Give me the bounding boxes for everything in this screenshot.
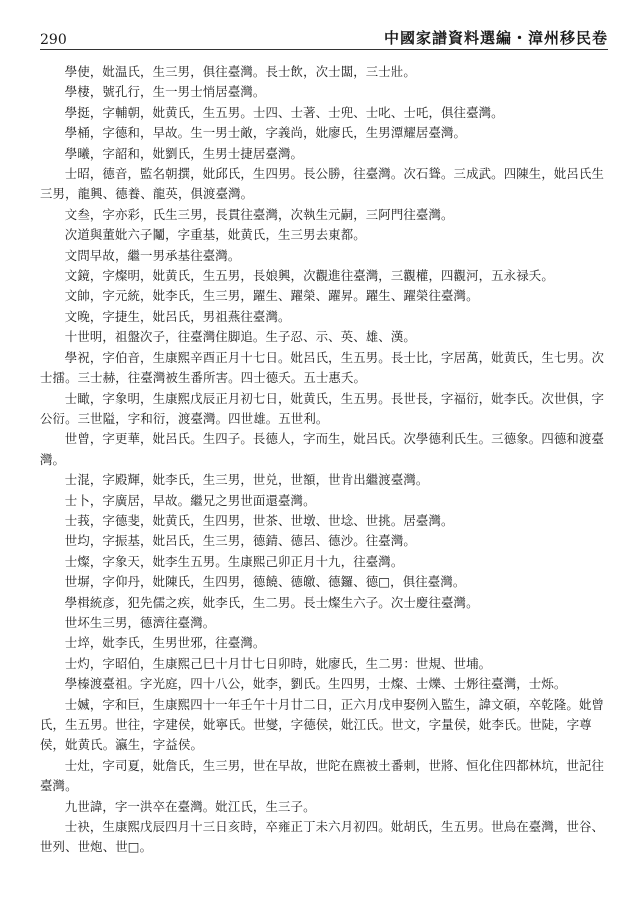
paragraph: 士昭，德音，監名朝撰，妣邱氏，生四男。長公勝，往臺灣。次石聳。三成武。四陳生，妣呂氏生三男，龍興、德養、龍英，俱渡臺灣。 [40,166,605,202]
paragraph: 文帥，字元統，妣李氏，生三男，躍生、躍榮、躍昇。躍生、躍榮往臺灣。 [64,288,479,304]
paragraph: 學桶，字德和，早故。生一男士敵，字義尚，妣廖氏，生男潭耀居臺灣。 [64,125,467,141]
paragraph: 世塀，字仰丹，妣陳氏，生四男，德饒、德皦、德鑼、德□，俱往臺灣。 [64,574,466,590]
page-number: 290 [40,32,67,48]
paragraph: 學榛渡臺祖。字光庭，四十八公，妣李，劉氏。生四男，士燦、士爍、士烿往臺灣，士烁。 [64,676,567,692]
running-title: 中國家譜資料選編・漳州移民卷 [383,29,608,47]
paragraph: 世坏生三男，德濟往臺灣。 [64,614,216,630]
paragraph: 士卜，字廣居，早故。繼兄之男世面還臺灣。 [64,492,316,508]
paragraph: 學挺，字輔朝，妣黄氏，生五男。士四、士著、士兜、士叱、士吒，俱往臺灣。 [64,104,504,120]
paragraph: 士媙，字和巨，生康熙四十一年壬午十月廿二日，正六月戊申娶例入監生，諱文碩，卒乾隆。妣曾氏，生五男。世往，字建侯，妣寧氏。世燮，字德侯，妣江氏。世文，字量侯，妣李氏。世陡，字尊侯，妣黄氏。瀛生，字益侯。 [40,696,605,753]
paragraph: 九世諱，字一洪卒在臺灣。妣江氏，生三子。 [64,798,316,814]
paragraph: 次道與董妣六子鬮，字重基，妣黄氏，生三男去東都。 [64,227,366,243]
paragraph: 學楫統彦，犯先儒之疾，妣李氏，生二男。長士燦生六子。次士慶往臺灣。 [64,594,479,610]
paragraph: 文叁，字亦彩，氏生三男，長貫往臺灣，次執生元嗣，三阿門往臺灣。 [64,206,454,222]
header-rule [40,49,608,50]
paragraph: 文晚，字捷生，妣呂氏，男祖燕往臺灣。 [64,308,291,324]
paragraph: 士燦，字象天，妣李生五男。生康熙己卯正月十九，往臺灣。 [64,553,404,569]
paragraph: 士瞰，字象明，生康熙戊辰正月初七日，妣黄氏，生五男。長世長，字福衍，妣李氏。次世俱，字公衍。三世隘，字和衍，渡臺灣。四世雄。五世利。 [40,390,605,426]
paragraph: 學曦，字韶和，妣劉氏，生男士捷居臺灣。 [64,145,304,161]
paragraph: 士混，字殿輝，妣李氏，生三男，世兑，世額，世肯出繼渡臺灣。 [64,472,429,488]
paragraph: 世均，字振基，妣呂氏，生三男，德錆、德呂、德沙。往臺灣。 [64,533,416,549]
paragraph: 世曾，字更華，妣呂氏。生四子。長德人，字而生，妣呂氏。次學德利氏生。三德象。四德和渡臺灣。 [40,431,605,467]
paragraph: 士莪，字德斐，妣黄氏，生四男，世茶、世墩、世埝、世挑。居臺灣。 [64,512,454,528]
paragraph: 文問早故，繼一男承基往臺灣。 [64,247,241,263]
paragraph: 士灶，字司夏，妣詹氏，生三男，世在早故，世陀在麃被土番刺，世將、恒化住四都林坑，世記往臺灣。 [40,757,605,794]
paragraph: 學使，妣温氏，生三男，俱往臺灣。長士飲，次士闆，三士壯。 [64,64,416,79]
paragraph: 學祝，字伯音，生康熙辛酉正月十七日。妣呂氏，生五男。長士比，字居萬，妣黄氏，生七男。次士擂。三士赫，往臺灣被生番所害。四士德夭。五士惠夭。 [40,349,605,386]
paragraph: 士埣，妣李氏，生男世邪，往臺灣。 [64,635,266,651]
page-body [40,62,608,858]
paragraph: 文鏡，字燦明，妣黄氏，生五男，長娘興，次觀進往臺灣，三觀權，四觀河，五永禄夭。 [64,268,554,284]
page-header [40,26,608,48]
paragraph: 學棲，號孔行，生一男士悄居臺灣。 [64,84,266,100]
paragraph: 十世明，祖盤次子，往臺灣住脚追。生子忍、示、英、雄、漢。 [64,329,416,345]
paragraph: 士灼，字昭伯，生康熙己巳十月廿七日卯時，妣廖氏，生二男：世規、世埔。 [64,655,492,671]
paragraph: 士袂，生康熙戊辰四月十三日亥時，卒雍正丁未六月初四。妣胡氏，生五男。世烏在臺灣，世谷、世列、世炮、世□。 [40,819,605,855]
